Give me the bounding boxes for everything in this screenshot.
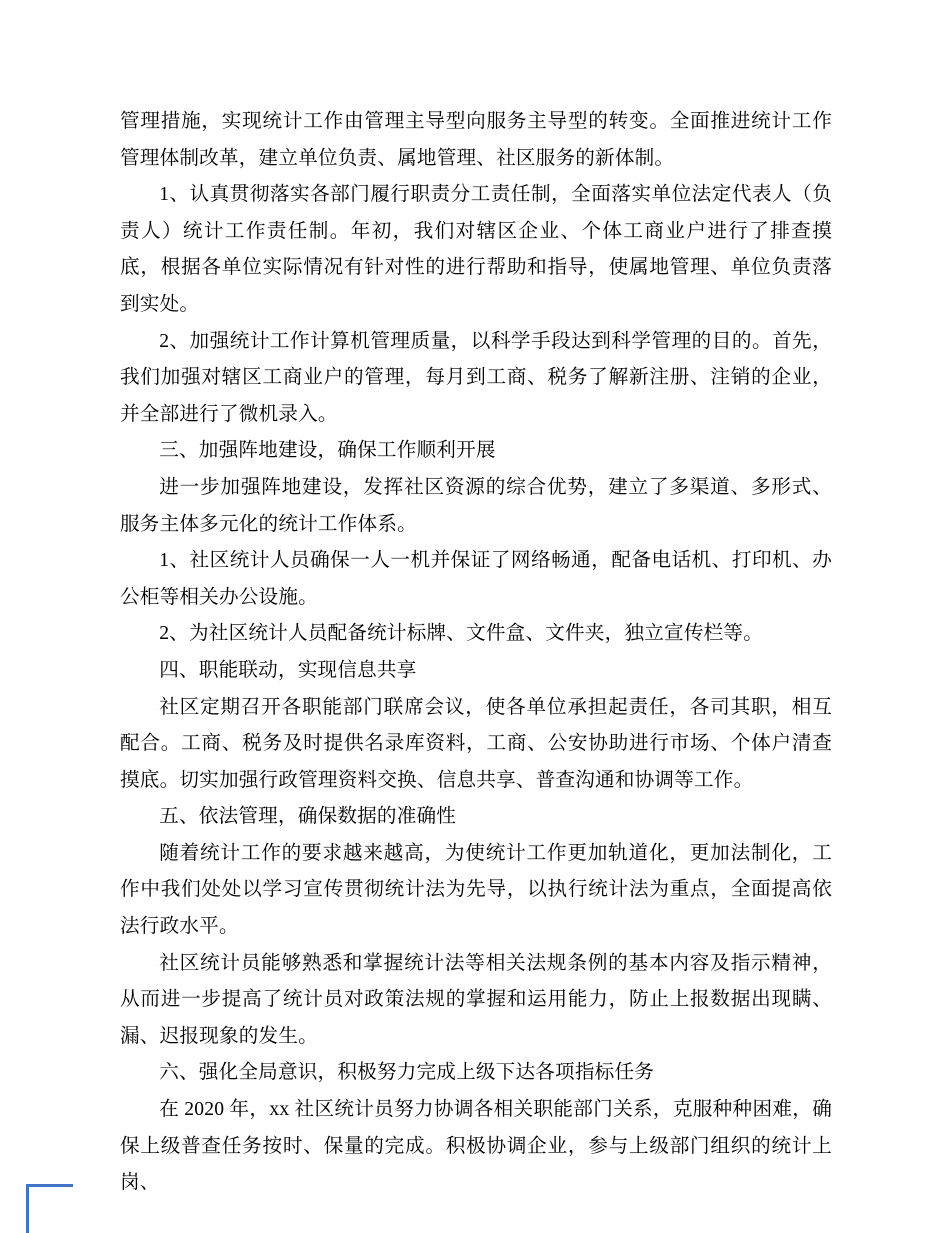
paragraph: 五、依法管理，确保数据的准确性	[159, 806, 457, 828]
paragraph: 社区定期召开各职能部门联席会议，使各单位承担起责任，各司其职，相互配合。工商、税务及时提供名录库资料，工商、公安协助进行市场、个体户清查摸底。切实加强行政管理资料交换、信息共享、普查沟通和协调等工作。	[120, 696, 832, 791]
paragraph: 在 2020 年，xx 社区统计员努力协调各相关职能部门关系，克服种种困难，确保上级普查任务按时、保量的完成。积极协调企业，参与上级部门组织的统计上岗、	[120, 1099, 832, 1194]
paragraph: 社区统计员能够熟悉和掌握统计法等相关法规条例的基本内容及指示精神，从而进一步提高了统计员对政策法规的掌握和运用能力，防止上报数据出现瞒、漏、迟报现象的发生。	[120, 952, 832, 1047]
paragraph: 1、社区统计人员确保一人一机并保证了网络畅通，配备电话机、打印机、办公柜等相关办公设施。	[120, 550, 832, 608]
paragraph: 进一步加强阵地建设，发挥社区资源的综合优势，建立了多渠道、多形式、服务主体多元化的统计工作体系。	[120, 476, 832, 535]
paragraph: 四、职能联动，实现信息共享	[159, 659, 417, 681]
paragraph: 2、加强统计工作计算机管理质量，以科学手段达到科学管理的目的。首先，我们加强对辖区工商业户的管理，每月到工商、税务了解新注册、注销的企业，并全部进行了微机录入。	[120, 330, 832, 425]
document-body	[120, 104, 832, 1202]
page-border-corner-mark	[26, 1184, 73, 1233]
paragraph: 2、为社区统计人员配备统计标牌、文件盒、文件夹，独立宣传栏等。	[159, 623, 763, 645]
paragraph: 1、认真贯彻落实各部门履行职责分工责任制，全面落实单位法定代表人（负责人）统计工作责任制。年初，我们对辖区企业、个体工商业户进行了排查摸底，根据各单位实际情况有针对性的进行帮助和指导，使属地管理、单位负责落到实处。	[120, 184, 832, 315]
paragraph: 随着统计工作的要求越来越高，为使统计工作更加轨道化，更加法制化，工作中我们处处以学习宣传贯彻统计法为先导，以执行统计法为重点，全面提高依法行政水平。	[120, 842, 832, 938]
paragraph: 六、强化全局意识，积极努力完成上级下达各项指标任务	[159, 1062, 655, 1084]
paragraph: 管理措施，实现统计工作由管理主导型向服务主导型的转变。全面推进统计工作管理体制改革，建立单位负责、属地管理、社区服务的新体制。	[120, 111, 832, 169]
paragraph: 三、加强阵地建设，确保工作顺利开展	[159, 440, 496, 462]
